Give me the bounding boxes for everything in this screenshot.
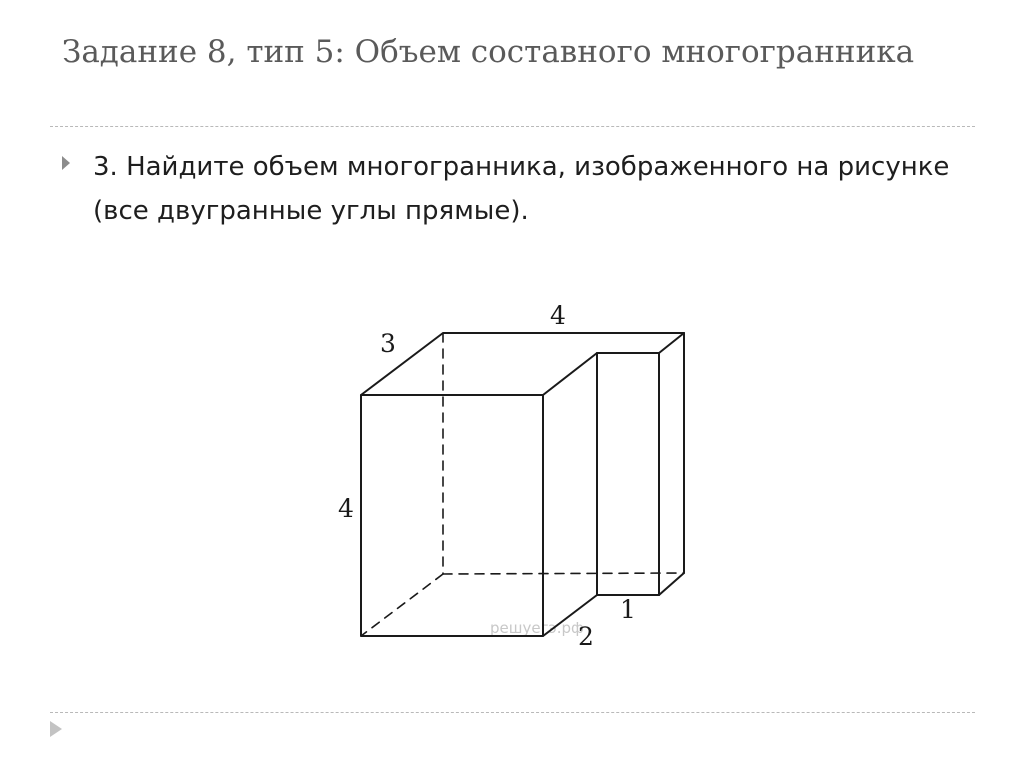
- label-step-width: 2: [578, 622, 594, 651]
- label-height: 4: [338, 494, 354, 523]
- label-top-width: 4: [550, 301, 566, 330]
- hidden-edge: [361, 574, 443, 636]
- problem-text: 3. Найдите объем многогранника, изображенного на рисунке (все двугранные углы прямые).: [93, 152, 950, 226]
- step-edge: [659, 333, 684, 353]
- bullet-arrow-icon: [62, 156, 70, 170]
- polyhedron-figure: [62, 240, 718, 702]
- hidden-edge: [443, 573, 684, 574]
- label-depth: 3: [380, 329, 396, 358]
- step-bottom-edge: [659, 573, 684, 595]
- hidden-edges: [361, 333, 684, 636]
- top-edges: [361, 333, 684, 395]
- watermark-text: решуегэ.рф: [490, 619, 584, 637]
- polyhedron-diagram: [62, 240, 718, 702]
- title-divider: [50, 126, 975, 127]
- footer-divider: [50, 712, 975, 713]
- slide-title: Задание 8, тип 5: Объем составного многогранника: [62, 34, 915, 70]
- top-edge: [543, 353, 597, 395]
- label-step-depth: 1: [620, 595, 636, 624]
- front-face: [361, 395, 543, 636]
- play-arrow-icon: [50, 721, 62, 737]
